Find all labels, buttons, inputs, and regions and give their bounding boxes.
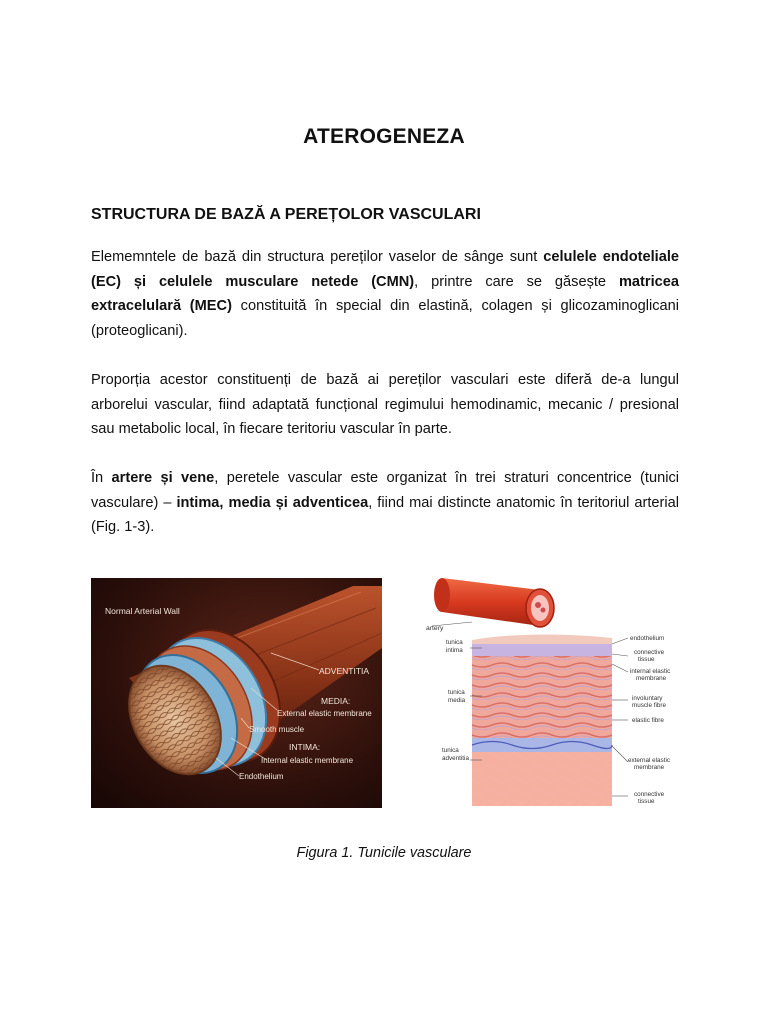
intima-band <box>472 644 612 656</box>
internal-elastic-label: Internal elastic membrane <box>261 756 354 765</box>
paragraph-3-bold-b: intima, media și adventicea <box>176 494 369 511</box>
artery-tube <box>442 578 540 626</box>
tunica-media-label-2: media <box>448 697 466 704</box>
tunica-media-label-1: tunica <box>448 689 465 696</box>
involuntary-muscle-label-1: involuntary <box>632 695 663 702</box>
paragraph-3-bold-a: artere și vene <box>111 470 215 486</box>
intima-label: INTIMA: <box>289 742 321 752</box>
artery-layers-diagram <box>412 570 684 812</box>
media-band <box>472 656 612 738</box>
involuntary-muscle-label-2: muscle fibre <box>632 702 666 709</box>
endothelium-label: Endothelium <box>239 772 284 781</box>
tunica-intima-label-1: tunica <box>446 639 463 646</box>
connective-tissue-bottom-label-2: tissue <box>638 798 655 805</box>
paragraph-1-text-c: constituită în special din elastină, colagen și glicozaminoglicani (proteoglicani). <box>91 298 679 339</box>
tunica-adventitia-label-1: tunica <box>442 747 459 754</box>
paragraph-3-text-c: , fiind mai distincte anatomic în teritoriul arterial (Fig. 1-3). <box>91 494 679 535</box>
artery-label: artery <box>426 625 444 632</box>
external-elastic-label-1: external elastic <box>628 757 670 764</box>
section-heading: STRUCTURA DE BAZĂ A PEREȚOLOR VASCULARI <box>91 206 481 223</box>
tunica-adventitia-label-2: adventitia <box>442 755 469 762</box>
paragraph-1-text-a: Elememntele de bază din structura pereților vaselor de sânge sunt <box>91 249 544 265</box>
tunica-intima-label-2: intima <box>446 647 463 654</box>
external-elastic-label-2: membrane <box>634 764 665 771</box>
paragraph-1-bold-a: celulele endoteliale (EC) și celulele musculare netede (CMN) <box>91 249 679 290</box>
external-elastic-label: External elastic membrane <box>277 709 372 718</box>
paragraph-1-bold-b: matricea extracelulară (MEC) <box>91 273 679 314</box>
media-label: MEDIA: <box>321 696 351 706</box>
internal-elastic-label-1: internal elastic <box>630 668 671 675</box>
normal-arterial-wall-label: Normal Arterial Wall <box>105 606 180 616</box>
connective-tissue-top-label-2: tissue <box>638 656 655 663</box>
page-title: ATEROGENEZA <box>303 125 465 148</box>
smooth-muscle-label: Smooth muscle <box>249 725 305 734</box>
paragraph-1-text-b: , printre care se găsește <box>414 273 619 290</box>
connective-tissue-bottom-label-1: connective <box>634 791 665 798</box>
paragraph-2: Proporția acestor constituenți de bază ai pereților vasculari este diferă de-a lungul arborelui vascular, fiind adaptată funcțional regimului hemodinamic, mecanic / presional sau metabolic local, în fiecare teritoriu vascular în parte. <box>91 372 679 437</box>
arterial-wall-illustration <box>91 578 382 808</box>
adventitia-band <box>472 752 612 806</box>
figure-caption: Figura 1. Tunicile vasculare <box>296 845 472 861</box>
adventitia-label: ADVENTITIA <box>319 666 370 676</box>
paragraph-3-text-b: , peretele vascular este organizat în trei straturi concentrice (tunici vasculare) – <box>91 470 679 511</box>
paragraph-3 <box>91 466 679 540</box>
internal-elastic-label-2: membrane <box>636 675 667 682</box>
elastic-fibre-label: elastic fibre <box>632 717 664 724</box>
endothelium-label: endothelium <box>630 635 665 642</box>
paragraph-3-text-a: În <box>91 470 112 486</box>
paragraph-1 <box>91 245 679 343</box>
connective-tissue-top-label-1: connective <box>634 649 665 656</box>
